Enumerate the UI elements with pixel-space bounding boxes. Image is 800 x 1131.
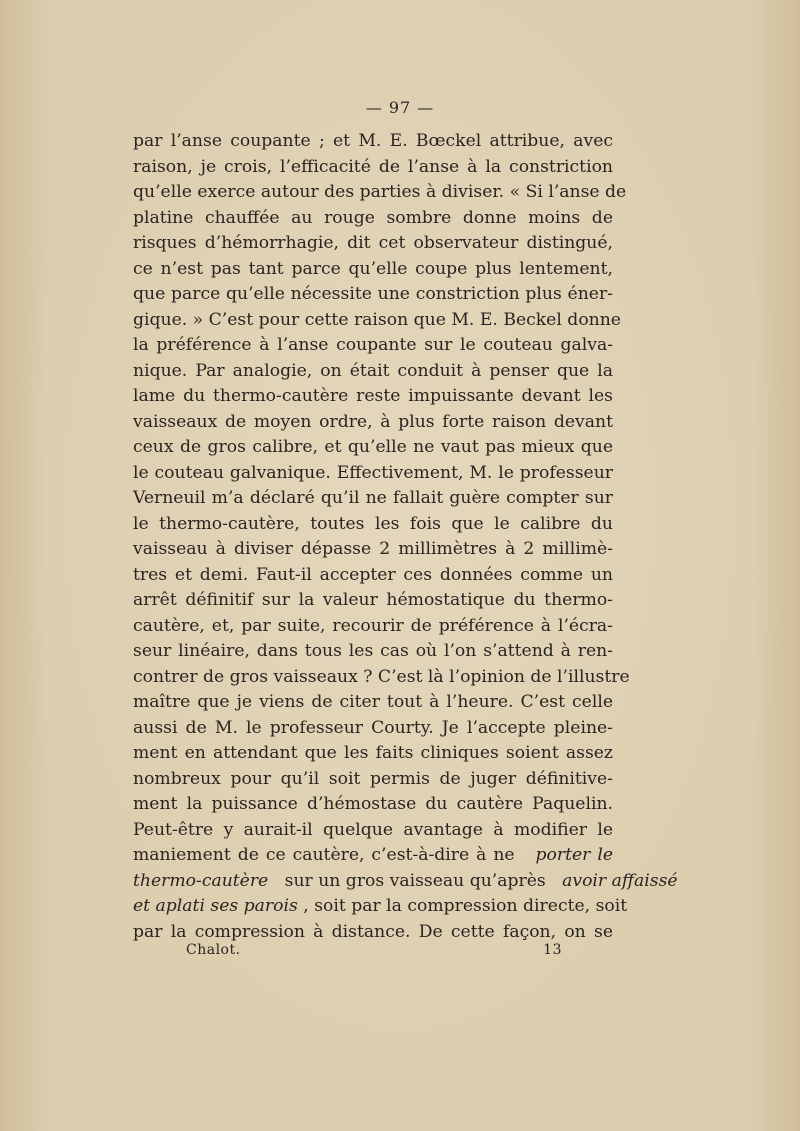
text-line: que parce qu’elle nécessite une constriction plus éner- (133, 284, 613, 304)
text-line: Verneuil m’a déclaré qu’il ne fallait guère compter sur (133, 488, 613, 508)
text-run: maniement de ce cautère, c’est-à-dire à ne (133, 845, 515, 865)
text-line: lame du thermo-cautère reste impuissante devant les (133, 386, 613, 406)
text-line: ceux de gros calibre, et qu’elle ne vaut pas mieux que (133, 437, 613, 457)
text-line: la préférence à l’anse coupante sur le couteau galva- (133, 335, 613, 355)
text-line: tres et demi. Faut-il accepter ces données comme un (133, 564, 613, 585)
text-run: sur un gros vaisseau qu’après (284, 870, 546, 891)
text-line: qu’elle exerce autour des parties à diviser. « Si l’anse de (133, 182, 627, 202)
text-line: ce n’est pas tant parce qu’elle coupe plus lentement, (133, 258, 613, 279)
footer-signature-mark: 13 (543, 942, 562, 958)
text-line: par l’anse coupante ; et M. E. Bœckel attribue, avec (133, 131, 613, 151)
text-line: seur linéaire, dans tous les cas où l’on s’attend à ren- (133, 641, 613, 661)
page-number: — 97 — (365, 98, 435, 117)
text-line: cautère, et, par suite, recourir de préférence à l’écra- (133, 615, 613, 636)
text-line: maître que je viens de citer tout à l’heure. C’est celle (133, 692, 613, 712)
text-line: par la compression à distance. De cette façon, on se (133, 921, 613, 942)
text-line: le thermo-cautère, toutes les fois que le calibre du (133, 513, 613, 534)
footer-author: Chalot. (186, 942, 241, 958)
text-line-mixed (133, 894, 628, 920)
text-line-mixed (133, 843, 613, 869)
text-line: aussi de M. le professeur Courty. Je l’accepte pleine- (133, 717, 613, 738)
text-run: , soit par la compression directe, soit (303, 896, 628, 916)
text-line: raison, je crois, l’efficacité de l’anse à la constriction (133, 156, 613, 177)
text-line: contrer de gros vaisseaux ? C’est là l’opinion de l’illustre (133, 666, 630, 687)
text-line: vaisseau à diviser dépasse 2 millimètres à 2 millimè- (133, 539, 613, 559)
text-line: ment la puissance d’hémostase du cautère Paquelin. (133, 794, 613, 814)
text-line: vaisseaux de moyen ordre, à plus forte raison devant (133, 411, 613, 432)
text-line: platine chauffée au rouge sombre donne moins de (133, 207, 613, 228)
text-line: Peut-être y aurait-il quelque avantage à modifier le (133, 819, 613, 840)
text-line: nombreux pour qu’il soit permis de juger définitive- (133, 768, 613, 789)
text-line: arrêt définitif sur la valeur hémostatique du thermo- (133, 590, 613, 610)
text-line-mixed (133, 869, 678, 895)
text-line: ment en attendant que les faits cliniques soient assez (133, 743, 613, 763)
italic-run: et aplati ses parois (133, 896, 298, 916)
text-line: le couteau galvanique. Effectivement, M. le professeur (133, 462, 613, 483)
italic-run: avoir affaissé (562, 870, 678, 891)
italic-run: porter le (535, 845, 613, 865)
text-line: risques d’hémorrhagie, dit cet observateur distingué, (133, 233, 613, 253)
italic-run: thermo-cautère (133, 870, 269, 891)
body-text (133, 129, 678, 945)
text-line: nique. Par analogie, on était conduit à penser que la (133, 360, 613, 381)
text-line: gique. » C’est pour cette raison que M. E. Beckel donne (133, 309, 621, 330)
